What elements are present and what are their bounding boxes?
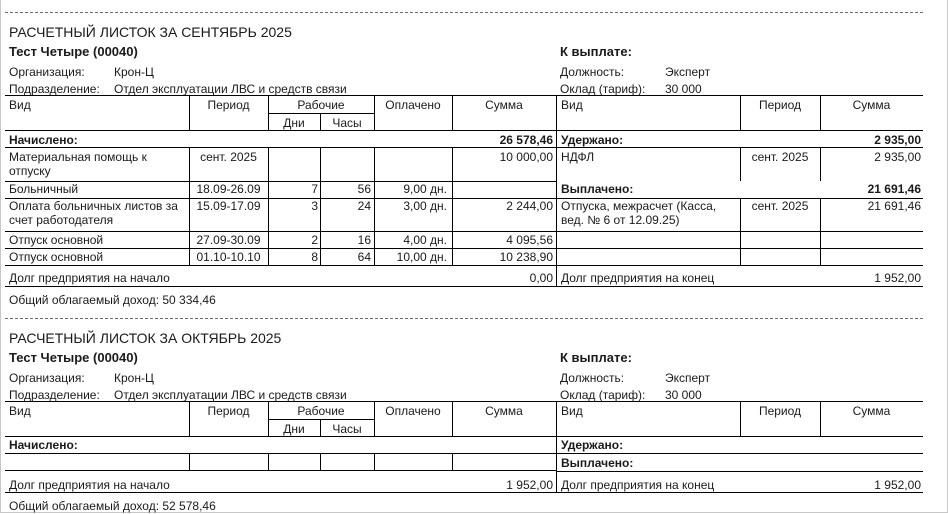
org-label: Организация: <box>9 65 85 79</box>
accrued-label: Начислено: <box>9 438 78 452</box>
header-paid: Оплачено <box>385 98 441 112</box>
header-sum: Сумма <box>485 98 523 112</box>
debt-start-value: 0,00 <box>529 271 553 285</box>
accrual-kind: Материальная помощь к отпуску <box>9 150 147 178</box>
header-paid: Оплачено <box>385 404 441 418</box>
header-days: Дни <box>283 116 305 130</box>
accrual-days: 7 <box>311 182 318 196</box>
accrual-period: 15.09-17.09 <box>196 199 261 213</box>
header-right-sum: Сумма <box>852 98 891 112</box>
accrual-hours: 24 <box>357 199 371 213</box>
sheet-title: РАСЧЕТНЫЙ ЛИСТОК ЗА ОКТЯБРЬ 2025 <box>9 330 282 346</box>
dept-value: Отдел эксплуатации ЛВС и средств связи <box>114 82 347 96</box>
salary-value: 30 000 <box>665 82 702 96</box>
taxable-income: Общий облагаемый доход: 50 334,46 <box>9 293 216 307</box>
accrual-days: 3 <box>311 199 318 213</box>
accrual-period: 18.09-26.09 <box>196 182 261 196</box>
salary-label: Оклад (тариф): <box>560 82 646 96</box>
withheld-total: 2 935,00 <box>874 133 921 147</box>
accrued-label: Начислено: <box>9 133 78 147</box>
payout-label: Выплачено: <box>561 182 634 196</box>
accrual-days: 8 <box>311 250 318 264</box>
employee-name: Тест Четыре (00040) <box>9 44 138 59</box>
debt-end-value: 1 952,00 <box>874 478 921 492</box>
sheet-separator <box>5 12 923 13</box>
accrual-paid: 10,00 дн. <box>396 250 447 264</box>
org-value: Крон-Ц <box>114 371 154 385</box>
accrual-period: 01.10-10.10 <box>196 250 261 264</box>
withholding-kind: НДФЛ <box>561 150 595 164</box>
position-label: Должность: <box>560 371 625 385</box>
position-label: Должность: <box>560 65 625 79</box>
header-kind: Вид <box>9 404 31 418</box>
header-days: Дни <box>283 422 305 436</box>
withheld-label: Удержано: <box>561 438 624 452</box>
accrual-days: 2 <box>311 233 318 247</box>
to-pay-label: К выплате: <box>560 350 632 365</box>
debt-end-label: Долг предприятия на конец <box>561 478 715 492</box>
header-right-period: Период <box>758 404 802 418</box>
org-value: Крон-Ц <box>114 65 154 79</box>
accrual-hours: 56 <box>357 182 371 196</box>
accrual-kind: Больничный <box>9 182 79 196</box>
withholding-period: сент. 2025 <box>751 150 809 164</box>
header-right-period: Период <box>758 98 802 112</box>
accrual-hours: 16 <box>357 233 371 247</box>
taxable-income: Общий облагаемый доход: 52 578,46 <box>9 499 216 513</box>
payout-sum: 21 691,46 <box>867 199 921 213</box>
accrual-sum: 10 238,90 <box>499 250 553 264</box>
accrual-paid: 4,00 дн. <box>403 233 447 247</box>
salary-value: 30 000 <box>665 388 702 402</box>
withholding-sum: 2 935,00 <box>874 150 921 164</box>
dept-value: Отдел эксплуатации ЛВС и средств связи <box>114 388 347 402</box>
accrual-period: 27.09-30.09 <box>196 233 261 247</box>
payout-period: сент. 2025 <box>751 199 809 213</box>
header-period: Период <box>207 98 250 112</box>
debt-end-label: Долг предприятия на конец <box>561 271 715 285</box>
position-value: Эксперт <box>665 371 711 385</box>
header-hours: Часы <box>332 422 362 436</box>
header-period: Период <box>207 404 250 418</box>
accrual-kind: Оплата больничных листов за счет работодателя <box>9 199 178 227</box>
header-working: Рабочие <box>297 98 345 112</box>
accrual-kind: Отпуск основной <box>9 250 104 264</box>
header-right-sum: Сумма <box>852 404 891 418</box>
header-sum: Сумма <box>485 404 523 418</box>
header-right-kind: Вид <box>561 404 583 418</box>
accrual-paid: 9,00 дн. <box>403 182 447 196</box>
header-kind: Вид <box>9 98 31 112</box>
payout-label: Выплачено: <box>561 456 634 470</box>
debt-start-label: Долг предприятия на начало <box>9 271 170 285</box>
salary-label: Оклад (тариф): <box>560 388 646 402</box>
accrual-sum: 10 000,00 <box>499 150 553 164</box>
accrual-hours: 64 <box>357 250 371 264</box>
org-label: Организация: <box>9 371 85 385</box>
accrual-kind: Отпуск основной <box>9 233 104 247</box>
header-hours: Часы <box>332 116 362 130</box>
accrual-sum: 2 244,00 <box>506 199 553 213</box>
debt-start-value: 1 952,00 <box>506 478 553 492</box>
dept-label: Подразделение: <box>9 82 100 96</box>
sheet-title: РАСЧЕТНЫЙ ЛИСТОК ЗА СЕНТЯБРЬ 2025 <box>9 24 292 40</box>
payout-total: 21 691,46 <box>867 182 921 196</box>
accrual-paid: 3,00 дн. <box>403 199 447 213</box>
sheet-separator <box>5 318 923 319</box>
header-working: Рабочие <box>297 404 345 418</box>
accrued-total: 26 578,46 <box>499 133 553 147</box>
withheld-label: Удержано: <box>561 133 624 147</box>
accrual-sum: 4 095,56 <box>506 233 553 247</box>
accrual-period: сент. 2025 <box>200 150 257 164</box>
dept-label: Подразделение: <box>9 388 100 402</box>
debt-start-label: Долг предприятия на начало <box>9 478 170 492</box>
employee-name: Тест Четыре (00040) <box>9 350 138 365</box>
position-value: Эксперт <box>665 65 711 79</box>
payout-kind: Отпуска, межрасчет (Касса, вед. № 6 от 12.09.25) <box>561 199 717 227</box>
to-pay-label: К выплате: <box>560 44 632 59</box>
debt-end-value: 1 952,00 <box>874 271 921 285</box>
header-right-kind: Вид <box>561 98 583 112</box>
